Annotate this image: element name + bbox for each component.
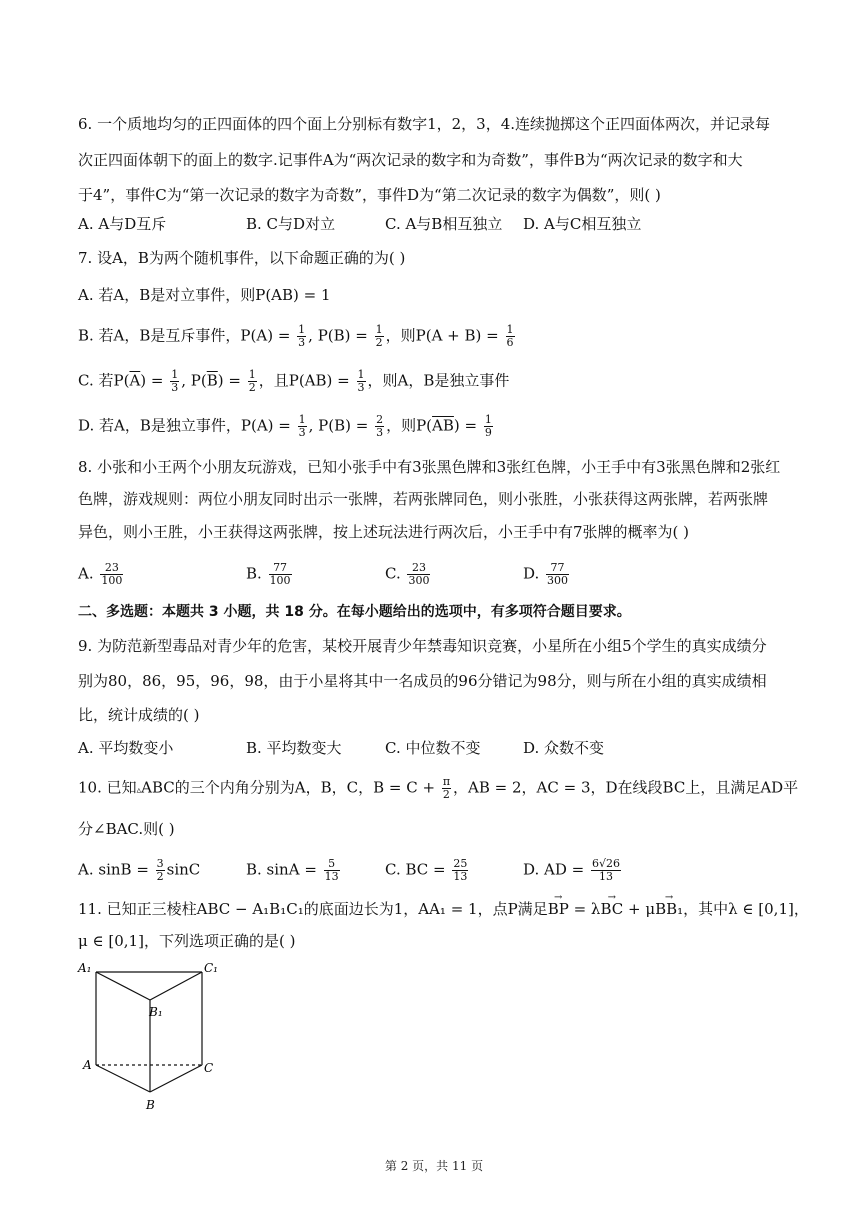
q11-line1: 11. 已知正三棱柱ABC − A₁B₁C₁的底面边长为1，AA₁ = 1，点P满足→ BP = λ→ BC + μ→ BB₁，其中λ ∈ [0,1]， — [78, 899, 809, 919]
q8-option-d: D. $\frac{77}{300}$ — [523, 561, 569, 587]
label-b1: B₁ — [149, 1005, 163, 1019]
q6-line1: 6. 一个质地均匀的正四面体的四个面上分别标有数字1，2，3，4.连续抛掷这个正四面体两次，并记录每 — [78, 115, 771, 133]
q10-line1: 10. 已知▵ABC的三个内角分别为A，B，C，B = C + $\frac{\pi}{2}$ ，AB = 2，AC = 3，D在线段BC上，且满足AD平 — [78, 775, 799, 801]
label-c: C — [204, 1061, 214, 1075]
label-b: B — [146, 1098, 155, 1112]
q9-option-d: D. 众数不变 — [523, 739, 605, 757]
prism-figure — [76, 958, 226, 1118]
q9-line1: 9. 为防范新型毒品对青少年的危害，某校开展青少年禁毒知识竞赛，小星所在小组5个学生的真实成绩分 — [78, 637, 767, 655]
q6-option-d: D. A与C相互独立 — [523, 215, 642, 233]
label-a: A — [83, 1058, 92, 1072]
q9-option-a: A. 平均数变小 — [78, 739, 174, 757]
q7-stem: 7. 设A，B为两个随机事件，以下命题正确的为( ) — [78, 249, 406, 267]
q8-line1: 8. 小张和小王两个小朋友玩游戏，已知小张手中有3张黑色牌和3张红色牌，小王手中有3张黑色牌和2张红 — [78, 458, 781, 476]
q10-line2: 分∠BAC.则( ) — [78, 820, 175, 838]
page-footer: 第 2 页，共 11 页 — [384, 1159, 484, 1173]
q10-option-c: C. BC = $\frac{25}{13}$ — [385, 857, 468, 883]
q10-option-d: D. AD = $\frac{6√26}{13}$ — [523, 857, 621, 883]
q10-option-b: B. sinA = $\frac{5}{13}$ — [246, 857, 339, 883]
q6-option-a: A. A与D互斥 — [78, 215, 167, 233]
q8-option-b: B. $\frac{77}{100}$ — [246, 561, 291, 587]
q8-option-c: C. $\frac{23}{300}$ — [385, 561, 430, 587]
q7-option-c: C. 若$P(\overline{A})$ = $\frac{1}{3}$ , $P(\overline{B})$ = $\frac{1}{2}$ ，且P(AB) = $\frac{1}{3}$ ，则A，B是独立事件 — [78, 368, 510, 394]
q7-option-d: D. 若A，B是独立事件，P(A) = $\frac{1}{3}$ , P(B) = $\frac{2}{3}$ ，则$P(\overline{AB})$ = $\frac{1}{9}$ — [78, 413, 492, 439]
q9-option-c: C. 中位数不变 — [385, 739, 481, 757]
q6-option-b: B. C与D对立 — [246, 215, 336, 233]
label-a1: A₁ — [78, 961, 92, 975]
label-c1: C₁ — [204, 961, 218, 975]
q6-line2: 次正四面体朝下的面上的数字.记事件A为“两次记录的数字和为奇数”，事件B为“两次记录的数字和大 — [78, 151, 743, 169]
q9-line2: 别为80，86，95，96，98，由于小星将其中一名成员的96分错记为98分，则与所在小组的真实成绩相 — [78, 672, 767, 690]
q8-line2: 色牌，游戏规则：两位小朋友同时出示一张牌，若两张牌同色，则小张胜，小张获得这两张牌，若两张牌 — [78, 490, 769, 508]
q11-line2: μ ∈ [0,1]，下列选项正确的是( ) — [78, 932, 296, 950]
q8-option-a: A. $\frac{23}{100}$ — [78, 561, 123, 587]
q8-line3: 异色，则小王胜，小王获得这两张牌，按上述玩法进行两次后，小王手中有7张牌的概率为( ) — [78, 523, 690, 541]
q10-option-a: A. sinB = $\frac{3}{2}$ sinC — [78, 857, 201, 883]
q7-option-a: A. 若A，B是对立事件，则P(AB) = 1 — [78, 286, 331, 304]
q9-line3: 比，统计成绩的( ) — [78, 706, 200, 724]
q9-option-b: B. 平均数变大 — [246, 739, 342, 757]
q6-line3: 于4”，事件C为“第一次记录的数字为奇数”，事件D为“第二次记录的数字为偶数”，则( ) — [78, 186, 661, 204]
q6-option-c: C. A与B相互独立 — [385, 215, 503, 233]
section-heading: 二、多选题：本题共 3 小题，共 18 分。在每小题给出的选项中，有多项符合题目要求。 — [78, 604, 631, 620]
q7-option-b: B. 若A，B是互斥事件，P(A) = $\frac{1}{3}$ , P(B) = $\frac{1}{2}$ ，则P(A + B) = $\frac{1}{6}$ — [78, 323, 514, 349]
